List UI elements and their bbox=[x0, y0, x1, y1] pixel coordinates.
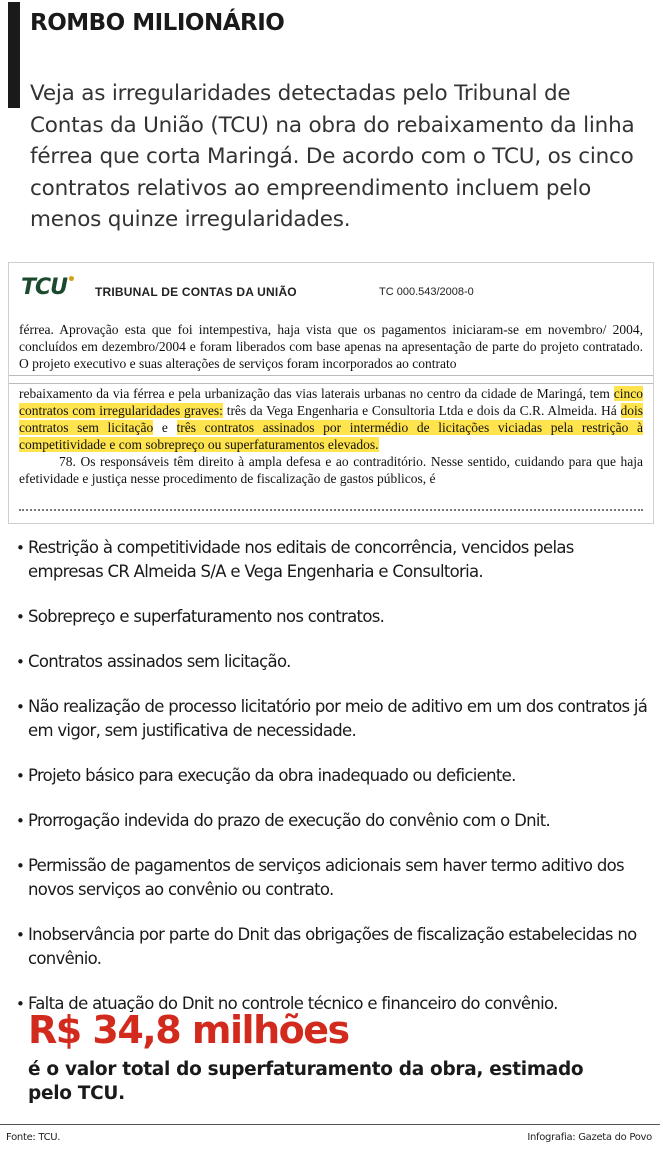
logo-dot-icon: • bbox=[67, 272, 75, 288]
infographic-title: ROMBO MILIONÁRIO bbox=[30, 10, 285, 36]
list-item: • Restrição à competitividade nos editais de concorrência, vencidos pelas empresas CR Almeida S/A e Vega Engenharia e Consultoria. bbox=[18, 536, 648, 584]
process-code: TC 000.543/2008-0 bbox=[379, 286, 474, 298]
header-accent-bar bbox=[8, 2, 20, 108]
intro-text: Veja as irregularidades detectadas pelo Tribunal de Contas da União (TCU) na obra do rebaixamento da linha férrea que corta Maringá. De acordo com o TCU, os cinco contratos relativos ao empreendimento incluem pelo menos quinze irregularidades. bbox=[30, 81, 635, 232]
highlight-viciadas: três contratos assinados por intermédio de licitações viciadas pela restrição à competitividade e com sobrepreço ou superfaturamentos elevados. bbox=[19, 420, 643, 452]
list-item: • Projeto básico para execução da obra inadequado ou deficiente. bbox=[18, 764, 648, 788]
source-credit: Fonte: TCU. bbox=[6, 1132, 61, 1143]
tcu-logo: TCU• bbox=[21, 272, 75, 300]
document-excerpt-2: rebaixamento da via férrea e pela urbanização das vias laterais urbanas no centro da cidade de Maringá, tem cinco contratos com irregularidades graves: três da Vega Engenharia e Consultoria Ltda e dois da C.R. Almeida. Há dois contratos sem licitação e três contratos assinados por intermédio de licitações viciadas pela restrição à competitividade e com sobrepreço ou superfaturamentos elevados. 78. Os responsáveis têm direito à ampla defesa e ao contraditório. Nesse sentido, cuidando para que haja efetividade e justiça nesse procedimento de fiscalização de gastos públicos, é bbox=[19, 386, 644, 486]
institution-name: TRIBUNAL DE CONTAS DA UNIÃO bbox=[95, 285, 297, 299]
document-cut-edge bbox=[19, 509, 643, 517]
excerpt-divider bbox=[9, 375, 653, 384]
highlight-sem-licitacao: dois contratos sem licitação bbox=[19, 403, 644, 435]
highlight-graves: cinco contratos com irregularidades graves: bbox=[19, 386, 643, 418]
list-item: • Sobrepreço e superfaturamento nos contratos. bbox=[18, 605, 648, 629]
list-item: • Falta de atuação do Dnit no controle técnico e financeiro do convênio. bbox=[18, 992, 648, 1016]
document-excerpt-3: 78. Os responsáveis têm direito à ampla defesa e ao contraditório. Nesse sentido, cuidando para que haja efetividade e justiça nesse procedimento de fiscalização de gastos públicos, é bbox=[19, 454, 643, 486]
overbilling-value: R$ 34,8 milhões bbox=[28, 1008, 349, 1052]
overbilling-description: é o valor total do superfaturamento da obra, estimado pelo TCU. bbox=[28, 1059, 584, 1104]
list-item: • Prorrogação indevida do prazo de execução do convênio com o Dnit. bbox=[18, 809, 648, 833]
tcu-document-excerpt bbox=[8, 262, 654, 524]
list-item: • Permissão de pagamentos de serviços adicionais sem haver termo aditivo dos novos serviços ao convênio ou contrato. bbox=[18, 854, 648, 902]
design-credit: Infografia: Gazeta do Povo bbox=[527, 1132, 652, 1143]
irregularities-list bbox=[18, 536, 648, 1037]
list-item: • Não realização de processo licitatório por meio de aditivo em um dos contratos já em vigor, sem justificativa de necessidade. bbox=[18, 695, 648, 743]
document-header bbox=[9, 263, 653, 315]
document-excerpt-1: férrea. Aprovação esta que foi intempestiva, haja vista que os pagamentos iniciaram-se em novembro/ 2004, concluídos em dezembro/2004 e foram liberados com base apenas na apresentação de parte do projeto contratado. O projeto executivo e suas alterações de serviços foram incorporados ao contrato bbox=[19, 322, 643, 371]
infographic-footer bbox=[0, 1124, 660, 1151]
list-item: • Contratos assinados sem licitação. bbox=[18, 650, 648, 674]
list-item: • Inobservância por parte do Dnit das obrigações de fiscalização estabelecidas no convênio. bbox=[18, 923, 648, 971]
infographic-header bbox=[0, 0, 660, 232]
